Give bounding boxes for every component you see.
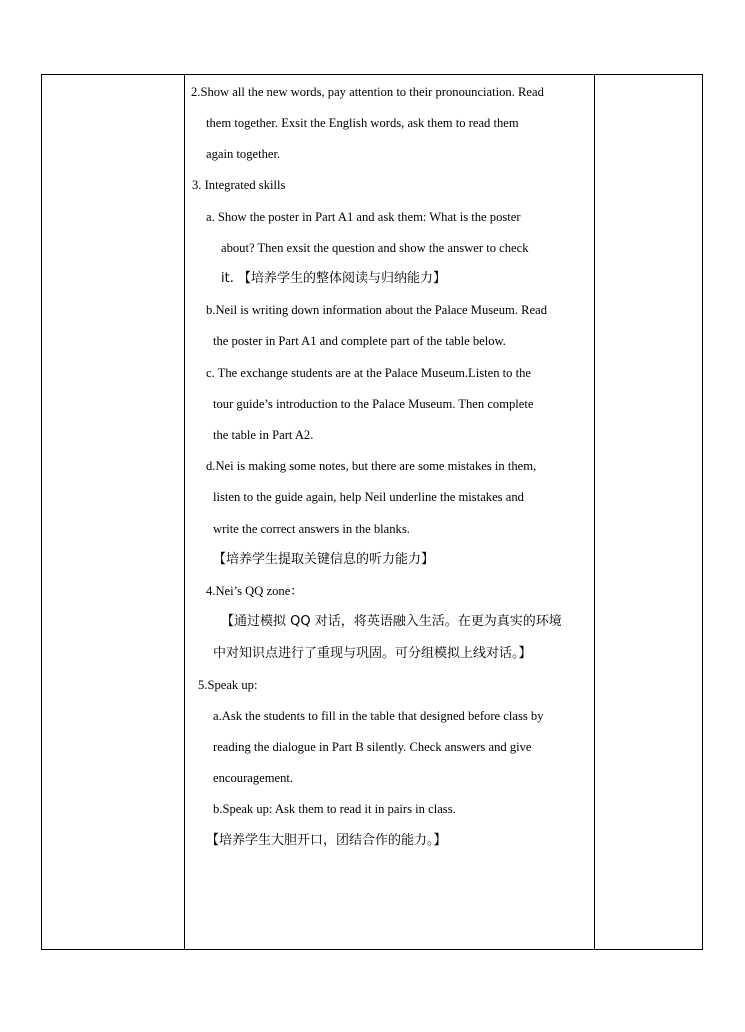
text-line: 2.Show all the new words, pay attention to their pronounciation. Read: [191, 85, 544, 99]
text-line: them together. Exsit the English words, ask them to read them: [206, 116, 519, 130]
text-line: the table in Part A2.: [213, 428, 314, 442]
step-heading: 5.Speak up:: [198, 678, 258, 692]
text-line: b.Neil is writing down information about the Palace Museum. Read: [206, 303, 548, 317]
text-line: reading the dialogue in Part B silently. Check answers and give: [213, 740, 532, 754]
text-line: d.Nei is making some notes, but there are some mistakes in them,: [206, 459, 537, 473]
column-divider-right: [594, 75, 595, 949]
text-line: b.Speak up: Ask them to read it in pairs in class.: [213, 802, 456, 816]
text-line: listen to the guide again, help Neil underline the mistakes and: [213, 490, 524, 504]
text-line: write the correct answers in the blanks.: [213, 522, 410, 536]
text-line: about? Then exsit the question and show the answer to check: [221, 241, 529, 255]
text-line: a. Show the poster in Part A1 and ask them: What is the poster: [206, 210, 521, 224]
column-divider-left: [184, 75, 185, 949]
text-line: c. The exchange students are at the Palace Museum.Listen to the: [206, 366, 531, 380]
goal-note: 【培养学生提取关键信息的听力能力】: [213, 552, 435, 567]
text-line: a.Ask the students to fill in the table that designed before class by: [213, 709, 544, 723]
text-line: again together.: [206, 147, 281, 161]
goal-note: 中对知识点进行了重现与巩固。可分组模拟上线对话。】: [213, 646, 532, 661]
text-line: the poster in Part A1 and complete part of the table below.: [213, 334, 506, 348]
goal-note: 【通过模拟 QQ 对话，将英语融入生活。在更为真实的环境: [221, 614, 562, 629]
lesson-table: [41, 74, 703, 950]
text-line: tour guide’s introduction to the Palace Museum. Then complete: [213, 397, 534, 411]
step-heading: 4.Nei’s QQ zone：: [206, 584, 303, 598]
step-heading: 3. Integrated skills: [192, 178, 286, 192]
text-line: encouragement.: [213, 771, 294, 785]
goal-note: it. 【培养学生的整体阅读与归纳能力】: [221, 271, 446, 286]
goal-note: 【培养学生大胆开口，团结合作的能力。】: [206, 833, 447, 848]
